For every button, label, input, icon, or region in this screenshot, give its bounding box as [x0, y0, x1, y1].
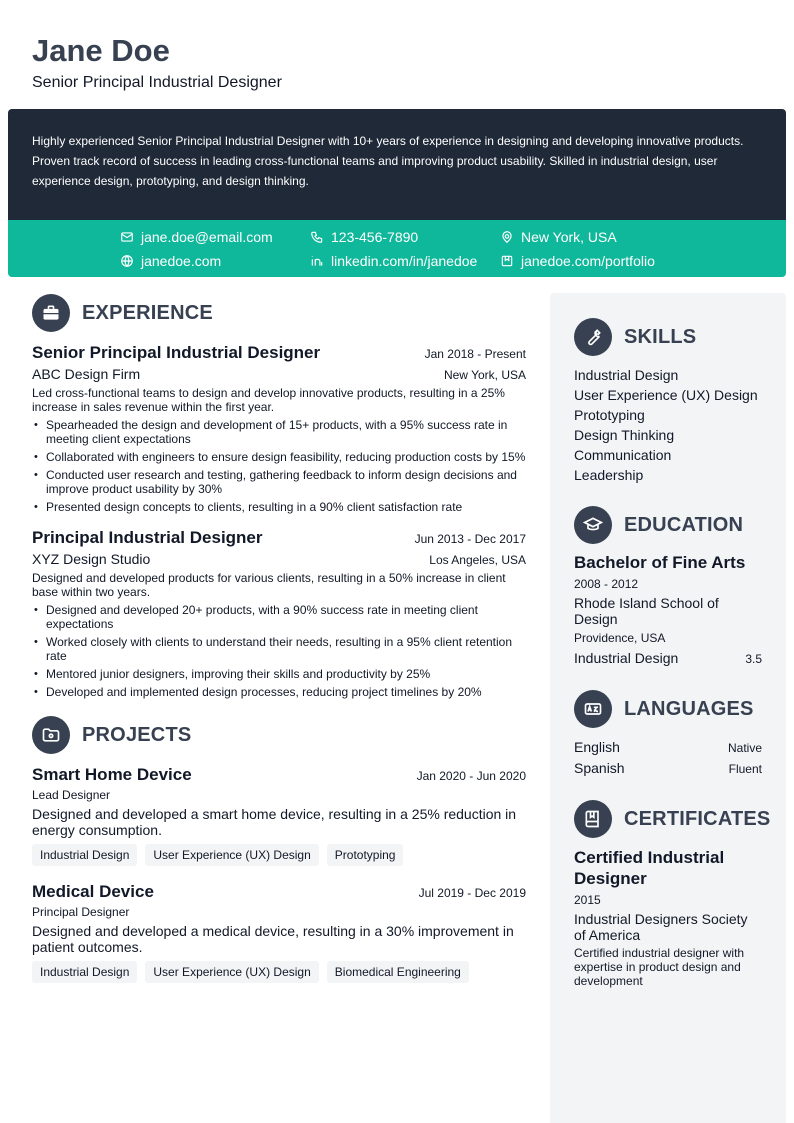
language-level: Native — [727, 741, 762, 755]
graduation-cap-icon — [574, 506, 612, 544]
contact-linkedin[interactable] — [310, 251, 477, 271]
certificates-heading — [574, 799, 771, 839]
project-tag: Industrial Design — [32, 961, 137, 983]
translate-icon — [574, 690, 612, 728]
language-level: Fluent — [728, 762, 762, 776]
linkedin-icon — [310, 254, 324, 268]
email-text: jane.doe@email.com — [141, 229, 273, 245]
skill-item: Industrial Design — [574, 367, 679, 383]
language-item — [574, 737, 762, 758]
job-bullet: • Spearheaded the design and development of 15+ products, with a 95% success rate in meeting client expectations — [32, 418, 526, 446]
education-degree: Bachelor of Fine Arts — [574, 553, 746, 572]
skills-title: SKILLS — [624, 325, 697, 348]
certificate-name: Certified Industrial Designer — [574, 848, 725, 888]
location-text: New York, USA — [521, 229, 617, 245]
project-tag: User Experience (UX) Design — [145, 844, 318, 866]
experience-item — [32, 343, 526, 514]
education-gpa: 3.5 — [745, 652, 762, 666]
map-pin-icon — [500, 230, 514, 244]
education-title: EDUCATION — [624, 513, 744, 536]
linkedin-text: linkedin.com/in/janedoe — [331, 253, 478, 269]
project-tags — [32, 844, 526, 866]
candidate-name: Jane Doe — [32, 33, 170, 68]
portfolio-icon — [500, 254, 514, 268]
skill-item: Communication — [574, 447, 672, 463]
skill-item: User Experience (UX) Design — [574, 387, 758, 403]
languages-section — [574, 689, 762, 779]
sidebar — [550, 293, 786, 1123]
project-role: Principal Designer — [32, 905, 130, 919]
mail-icon — [120, 230, 134, 244]
languages-heading — [574, 689, 762, 729]
job-company: ABC Design Firm — [32, 366, 141, 382]
job-bullets — [32, 418, 526, 514]
project-description: Designed and developed a medical device, resulting in a 30% improvement in patient outcomes. — [32, 923, 514, 955]
project-tag: User Experience (UX) Design — [145, 961, 318, 983]
job-bullet: • Collaborated with engineers to ensure design feasibility, reducing production costs by 15% — [32, 450, 526, 464]
certificates-section — [574, 799, 771, 988]
certificate-year: 2015 — [574, 893, 601, 907]
job-description: Designed and developed products for various clients, resulting in a 50% increase in client base within two years. — [32, 571, 506, 599]
job-dates: Jan 2018 - Present — [424, 347, 526, 361]
language-item — [574, 758, 762, 779]
phone-icon — [310, 230, 324, 244]
summary-section — [8, 109, 786, 220]
wrench-icon — [574, 318, 612, 356]
education-location: Providence, USA — [574, 631, 666, 645]
skill-item: Design Thinking — [574, 427, 675, 443]
job-company: XYZ Design Studio — [32, 551, 151, 567]
job-bullet: • Conducted user research and testing, gathering feedback to inform design decisions and improve product usability by 30% — [32, 468, 526, 496]
project-item — [32, 765, 526, 866]
job-role: Senior Principal Industrial Designer — [32, 343, 321, 362]
job-bullets — [32, 603, 526, 699]
contact-bar — [8, 220, 786, 277]
certificates-title: CERTIFICATES — [624, 807, 771, 830]
experience-item — [32, 528, 526, 699]
education-years: 2008 - 2012 — [574, 577, 639, 591]
contact-email[interactable] — [120, 227, 273, 247]
portfolio-text: janedoe.com/portfolio — [521, 253, 655, 269]
folder-icon — [32, 716, 70, 754]
language-name: Spanish — [574, 760, 625, 776]
job-bullet: • Designed and developed 20+ products, with a 90% success rate in meeting client expectations — [32, 603, 526, 631]
contact-phone[interactable] — [310, 227, 418, 247]
project-description: Designed and developed a smart home device, resulting in a 25% reduction in energy consumption. — [32, 806, 517, 838]
education-heading — [574, 505, 762, 545]
book-icon — [574, 800, 612, 838]
project-tag: Industrial Design — [32, 844, 137, 866]
job-location: Los Angeles, USA — [429, 553, 526, 567]
contact-portfolio[interactable] — [500, 251, 655, 271]
skill-item: Leadership — [574, 467, 644, 483]
phone-text: 123-456-7890 — [331, 229, 419, 245]
job-bullet: • Mentored junior designers, improving their skills and productivity by 25% — [32, 667, 526, 681]
job-description: Led cross-functional teams to design and develop innovative products, resulting in a 25% increase in sales revenue within the first year. — [32, 386, 505, 414]
projects-heading — [32, 715, 526, 755]
project-role: Lead Designer — [32, 788, 111, 802]
project-tags — [32, 961, 526, 983]
job-bullet: • Developed and implemented design processes, reducing project timelines by 20% — [32, 685, 526, 699]
project-name: Smart Home Device — [32, 765, 192, 784]
website-text: janedoe.com — [141, 253, 222, 269]
summary-text: Highly experienced Senior Principal Industrial Designer with 10+ years of experience in designing and developing innovative products. Proven track record of success in leading cross-functional teams and improving product usability. Skilled in industrial design, user experience design, prototyping, and design thinking. — [32, 134, 744, 188]
education-school: Rhode Island School of Design — [574, 595, 719, 627]
skill-item: Prototyping — [574, 407, 645, 423]
job-bullet: • Presented design concepts to clients, resulting in a 90% client satisfaction rate — [32, 500, 526, 514]
experience-title: EXPERIENCE — [82, 301, 213, 324]
project-dates: Jul 2019 - Dec 2019 — [418, 886, 526, 900]
certificate-description: Certified industrial designer with expertise in product design and development — [574, 946, 745, 988]
job-dates: Jun 2013 - Dec 2017 — [414, 532, 526, 546]
job-role: Principal Industrial Designer — [32, 528, 263, 547]
candidate-title: Senior Principal Industrial Designer — [32, 74, 282, 91]
education-section — [574, 505, 762, 669]
project-item — [32, 882, 526, 983]
project-tag: Prototyping — [327, 844, 404, 866]
contact-location — [500, 227, 617, 247]
certificate-issuer: Industrial Designers Society of America — [574, 911, 748, 943]
resume-header — [32, 32, 282, 92]
main-column — [32, 293, 526, 983]
project-tag: Biomedical Engineering — [327, 961, 469, 983]
job-location: New York, USA — [443, 368, 526, 382]
globe-icon — [120, 254, 134, 268]
skills-section — [574, 317, 762, 485]
project-dates: Jan 2020 - Jun 2020 — [416, 769, 526, 783]
skills-heading — [574, 317, 762, 357]
education-field: Industrial Design — [574, 650, 679, 666]
experience-heading — [32, 293, 526, 333]
contact-website[interactable] — [120, 251, 221, 271]
projects-title: PROJECTS — [82, 723, 192, 746]
language-name: English — [574, 739, 620, 755]
briefcase-icon — [32, 294, 70, 332]
languages-title: LANGUAGES — [624, 697, 754, 720]
project-name: Medical Device — [32, 882, 154, 901]
job-bullet: • Worked closely with clients to understand their needs, resulting in a 95% client retention rate — [32, 635, 526, 663]
